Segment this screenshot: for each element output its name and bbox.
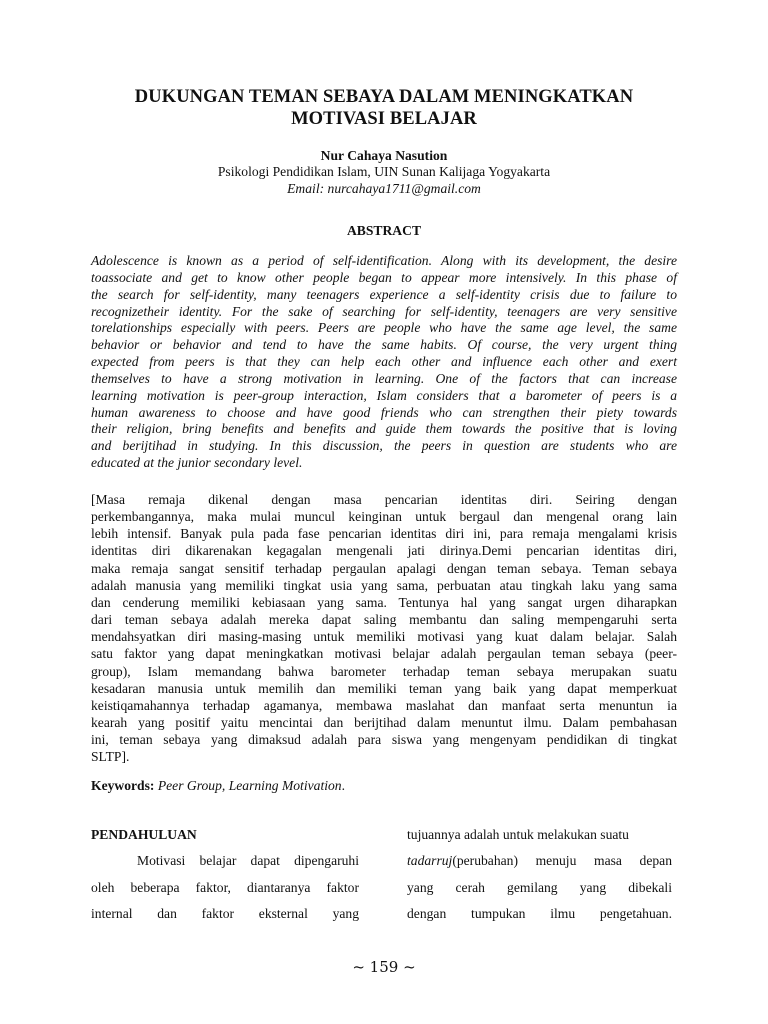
abstract-en-line: learning motivation is peer-group interaction, Islam considers that a barometer of peers is a <box>91 387 677 403</box>
abstract-en-line: themselves to have a strong motivation in learning. One of the factors that can increase <box>91 370 677 386</box>
abstract-en-line: educated at the junior secondary level. <box>91 455 303 471</box>
abstract-en-line: toassociate and get to know other people began to appear more intensively. In this phase of <box>91 269 677 285</box>
abstract-id-line: maka remaja sangat sensitif terhadap pergaulan apalagi dengan teman sebaya. Teman sebaya <box>91 560 677 576</box>
abstract-id-line: dari teman sebaya adalah mereka dapat saling membantu dan saling mempengaruhi serta <box>91 612 677 628</box>
title-line-1: DUKUNGAN TEMAN SEBAYA DALAM MENINGKATKAN <box>134 87 634 107</box>
body-line <box>407 851 672 877</box>
abstract-id-line: kesadaran manusia untuk memilih dan memiliki teman yang baik yang dapat memperkuat <box>91 680 677 696</box>
abstract-en-line: the search for self-identity, many teenagers experience a self-identity crisis due to failure to <box>91 286 677 302</box>
body-line: tujuannya adalah untuk melakukan suatu <box>407 827 629 842</box>
keywords <box>91 778 345 794</box>
body-line: oleh beberapa faktor, diantaranya faktor <box>91 879 359 895</box>
abstract-id-line: group), Islam memandang bahwa barometer terhadap teman sebaya merupakan suatu <box>91 663 677 679</box>
abstract-id-line: perkembangannya, maka mulai muncul keinginan untuk bergaul dan mengenal orang lain <box>91 509 677 525</box>
page-number: ~ 159 ~ <box>352 958 416 976</box>
abstract-id-line: satu faktor yang dapat meningkatkan motivasi belajar adalah pergaulan teman sebaya (peer- <box>91 646 677 662</box>
abstract-id-line: lebih intensif. Banyak pula pada fase pencarian identitas diri ini, para remaja mengalami krisis <box>91 526 677 542</box>
abstract-en-line: behavior or behavior and tend to have the same habits. Of course, the very urgent thing <box>91 337 677 353</box>
author-email: Email: nurcahaya1711@gmail.com <box>287 181 481 196</box>
right-column <box>407 825 672 930</box>
abstract-id-line: keistiqamahannya terhadap agamanya, membawa maslahat dan manfaat serta menuntun ia <box>91 697 677 713</box>
abstract-en-line: expected from peers is that they can help each other and influence each other and exert <box>91 354 677 370</box>
abstract-id-line: dan cenderung memiliki kebiasaan yang sama. Tentunya hal yang sangat urgen diharapkan <box>91 594 677 610</box>
italic-term: tadarruj <box>407 853 453 869</box>
abstract-id-line: mendahsyatkan diri masing-masing untuk memiliki motivasi yang kuat dalam belajar. Salah <box>91 629 677 645</box>
body-line: yang cerah gemilang yang dibekali <box>407 879 672 895</box>
abstract-en-line: their religion, bring benefits and benefits and guide them towards the positive that is loving <box>91 421 677 437</box>
left-column <box>91 825 359 930</box>
author-affiliation: Psikologi Pendidikan Islam, UIN Sunan Kalijaga Yogyakarta <box>217 164 551 179</box>
body-line: dengan tumpukan ilmu pengetahuan. <box>407 905 672 921</box>
keywords-value: Peer Group, Learning Motivation <box>157 778 342 793</box>
abstract-id-line: identitas diri dikarenakan kegagalan mengenali jati dirinya.Demi pencarian identitas diri, <box>91 543 677 559</box>
body-line: Motivasi belajar dapat dipengaruhi <box>137 853 359 869</box>
abstract-en-line: torelationships especially with peers. Peers are people who have the same age level, the same <box>91 320 677 336</box>
title-line-2: MOTIVASI BELAJAR <box>291 109 477 129</box>
keywords-end: . <box>341 778 345 793</box>
abstract-heading: ABSTRACT <box>346 223 422 238</box>
abstract-id-line: [Masa remaja dikenal dengan masa pencarian identitas diri. Seiring dengan <box>91 492 677 507</box>
abstract-id-line: kearah yang positif yaitu mencintai dan berijtihad dalam menuntut ilmu. Dalam pembahasan <box>91 715 677 731</box>
body-line: internal dan faktor eksternal yang <box>91 905 359 921</box>
abstract-english <box>91 253 677 472</box>
author-name: Nur Cahaya Nasution <box>320 148 448 163</box>
abstract-id-line: ini, teman sebaya yang dimaksud adalah para siswa yang mengenyam pendidikan di tingkat <box>91 732 677 748</box>
abstract-en-line: human awareness to choose and have good friends who can strengthen their piety towards <box>91 404 677 420</box>
abstract-en-line: Adolescence is known as a period of self-identification. Along with its development, the desire <box>91 253 677 268</box>
abstract-indonesian <box>91 491 677 766</box>
abstract-en-line: and berijtihad in studying. In this discussion, the peers in question are students who are <box>91 438 677 454</box>
abstract-en-line: recognizetheir identity. For the sake of searching for self-identity, teenagers are very sensitive <box>91 303 677 319</box>
abstract-id-line: adalah manusia yang memiliki tingkat usia yang sama, perbuatan atau tingkah laku yang sama <box>91 577 677 593</box>
paper-title <box>90 86 678 130</box>
body-line-rest: (perubahan) menuju masa depan <box>452 853 672 869</box>
abstract-id-line: SLTP]. <box>91 749 130 765</box>
keywords-label: Keywords: <box>91 778 155 793</box>
section-heading: PENDAHULUAN <box>91 827 197 842</box>
